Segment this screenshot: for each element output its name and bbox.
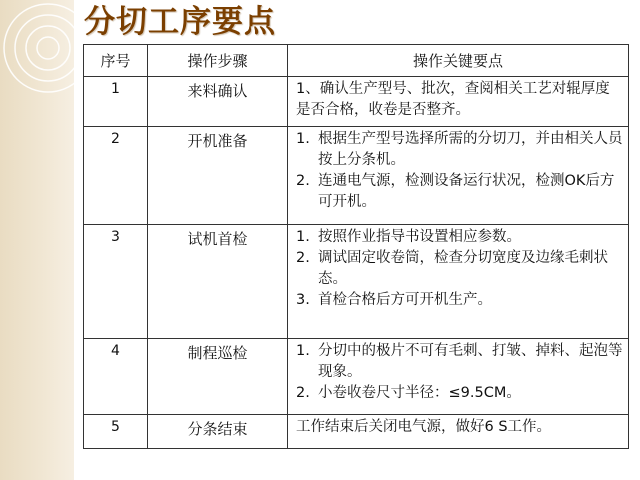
table-row	[84, 225, 629, 339]
table-row	[84, 415, 629, 449]
row-number: 4	[84, 339, 148, 415]
item-text: 连通电气源，检测设备运行状况，检测OK后方可开机。	[318, 173, 615, 210]
item-number: 2.	[296, 250, 310, 266]
process-table	[83, 44, 629, 449]
header-key-points: 操作关键要点	[288, 45, 629, 77]
row-step: 分条结束	[148, 415, 288, 449]
item-text: 按照作业指导书设置相应参数。	[318, 229, 521, 245]
item-number: 2.	[296, 173, 310, 189]
row-key-points: 1、确认生产型号、批次，查阅相关工艺对辊厚度是否合格，收卷是否整齐。	[288, 77, 629, 127]
row-number: 1	[84, 77, 148, 127]
item-number: 1.	[296, 131, 310, 147]
list-item	[296, 383, 624, 404]
table-row	[84, 127, 629, 225]
list-item	[296, 341, 624, 383]
row-step: 开机准备	[148, 127, 288, 225]
row-key-points	[288, 225, 629, 339]
item-number: 2.	[296, 385, 310, 401]
item-text: 首检合格后方可开机生产。	[318, 292, 492, 308]
list-item	[296, 290, 624, 311]
row-number: 3	[84, 225, 148, 339]
row-key-points: 工作结束后关闭电气源，做好6 S工作。	[288, 415, 629, 449]
row-number: 5	[84, 415, 148, 449]
item-number: 1.	[296, 343, 310, 359]
list-item	[296, 129, 624, 171]
item-text: 分切中的极片不可有毛刺、打皱、掉料、起泡等现象。	[318, 343, 623, 380]
row-key-points	[288, 127, 629, 225]
item-number: 1.	[296, 229, 310, 245]
row-step: 制程巡检	[148, 339, 288, 415]
header-seq: 序号	[84, 45, 148, 77]
header-step: 操作步骤	[148, 45, 288, 77]
table-row	[84, 339, 629, 415]
list-item	[296, 171, 624, 213]
table-row	[84, 77, 629, 127]
list-item	[296, 227, 624, 248]
row-step: 来料确认	[148, 77, 288, 127]
item-text: 调试固定收卷筒，检查分切宽度及边缘毛刺状态。	[318, 250, 608, 287]
list-item	[296, 248, 624, 290]
slide-title: 分切工序要点	[84, 4, 276, 40]
item-text: 根据生产型号选择所需的分切刀，并由相关人员按上分条机。	[318, 131, 623, 168]
table-header-row	[84, 45, 629, 77]
row-key-points	[288, 339, 629, 415]
item-text: 小卷收卷尺寸半径：≤9.5CM。	[318, 385, 521, 401]
item-number: 3.	[296, 292, 310, 308]
row-step: 试机首检	[148, 225, 288, 339]
row-number: 2	[84, 127, 148, 225]
